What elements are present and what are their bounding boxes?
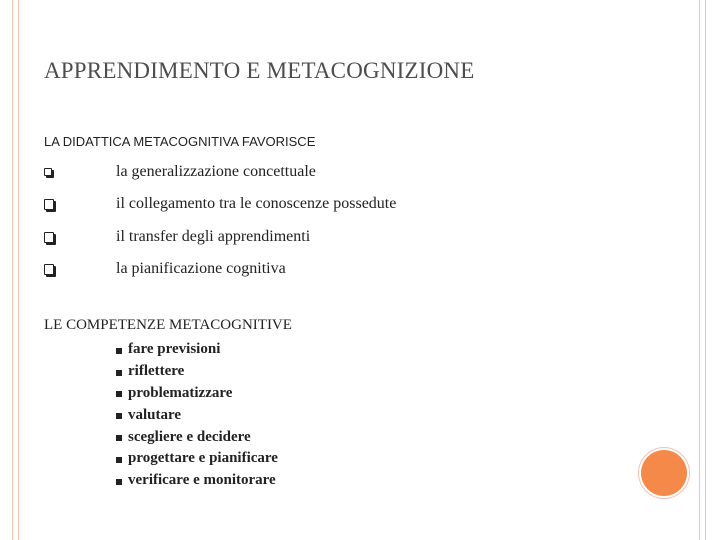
competence-text: verificare e monitorare — [128, 472, 276, 489]
square-bullet-icon — [116, 370, 122, 376]
square-bullet-icon — [116, 348, 122, 354]
square-bullet-icon — [116, 435, 122, 441]
competence-item — [116, 404, 278, 426]
decorative-circle — [641, 450, 687, 496]
square-bullet-icon — [116, 479, 122, 485]
bullet-text: la pianificazione cognitiva — [116, 260, 286, 277]
slide-subtitle: LA DIDATTICA METACOGNITIVA FAVORISCE — [44, 134, 316, 149]
competence-text: problematizzare — [128, 384, 233, 401]
competence-text: progettare e pianificare — [128, 450, 278, 467]
bullet-text: la generalizzazione concettuale — [116, 163, 316, 180]
bullet-item — [44, 162, 316, 182]
competence-text: valutare — [128, 406, 182, 423]
competence-item — [116, 426, 278, 448]
checkbox-bullet-icon — [44, 199, 54, 210]
checkbox-bullet-icon — [44, 168, 52, 176]
checkbox-bullet-icon — [44, 264, 54, 275]
competence-text: riflettere — [128, 363, 185, 380]
bullet-text: il transfer degli apprendimenti — [116, 228, 311, 245]
square-bullet-icon — [116, 391, 122, 397]
competence-text: fare previsioni — [128, 341, 221, 358]
square-bullet-icon — [116, 457, 122, 463]
competence-item — [116, 383, 278, 405]
competence-text: scegliere e decidere — [128, 428, 251, 445]
competences-list — [116, 339, 278, 492]
checkbox-bullet-icon — [44, 232, 54, 243]
square-bullet-icon — [116, 413, 122, 419]
competences-heading: LE COMPETENZE METACOGNITIVE — [44, 317, 292, 333]
bullet-item — [44, 227, 311, 247]
bullet-item — [44, 259, 286, 279]
bullet-item — [44, 194, 397, 214]
competence-item — [116, 361, 278, 383]
competence-item — [116, 339, 278, 361]
bullet-text: il collegamento tra le conoscenze possedute — [116, 195, 397, 212]
slide-title: APPRENDIMENTO E METACOGNIZIONE — [44, 58, 475, 83]
competence-item — [116, 448, 278, 470]
competence-item — [116, 470, 278, 492]
